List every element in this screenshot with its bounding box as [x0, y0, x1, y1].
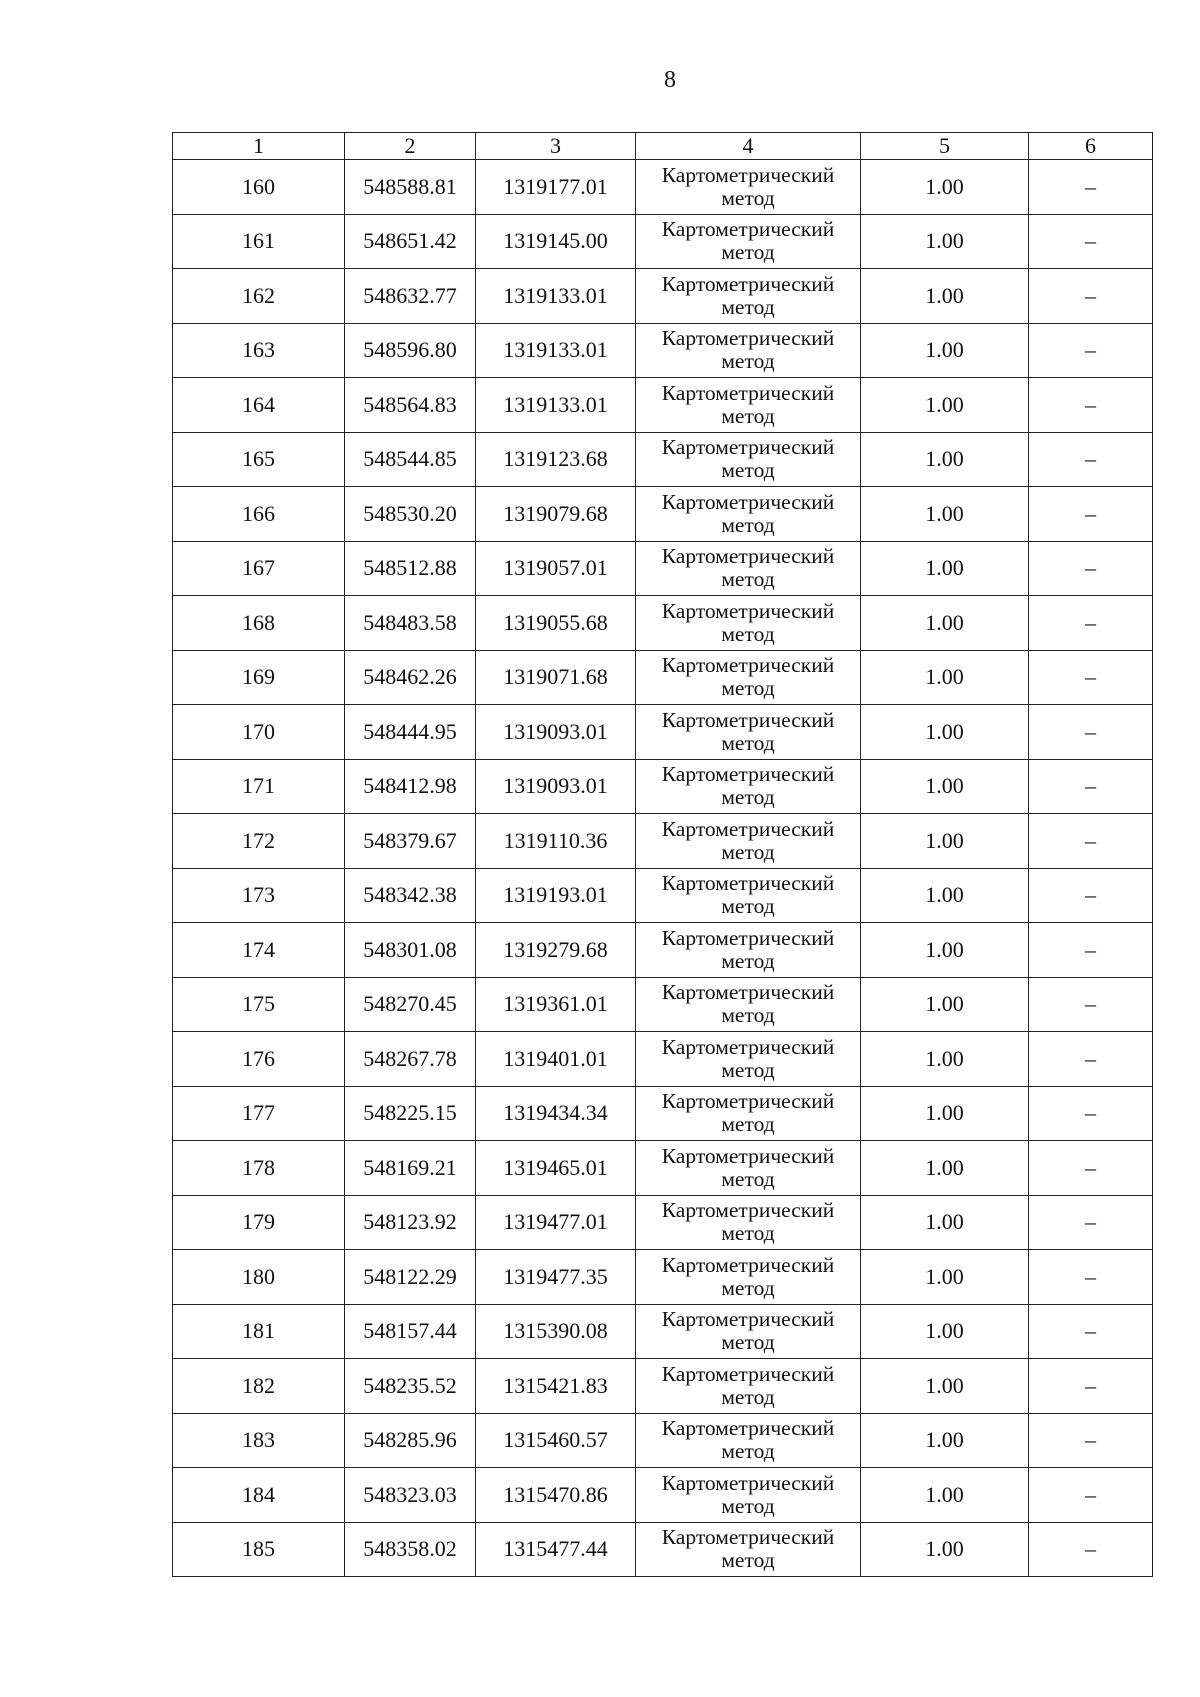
table-row: [173, 1086, 1153, 1141]
accuracy-cell: 1.00: [861, 1413, 1029, 1468]
method-line-1: Картометрический: [661, 489, 835, 514]
x-coordinate-cell: 548301.08: [345, 923, 476, 978]
method-line-1: Картометрический: [661, 544, 835, 569]
x-coordinate-cell: 548235.52: [345, 1359, 476, 1414]
y-coordinate-cell: 1319071.68: [476, 650, 636, 705]
method-cell: [636, 487, 861, 542]
method-cell: [636, 1086, 861, 1141]
x-coordinate-cell: 548544.85: [345, 432, 476, 487]
x-coordinate-cell: 548225.15: [345, 1086, 476, 1141]
point-number-cell: 178: [173, 1141, 345, 1196]
point-number-cell: 185: [173, 1522, 345, 1577]
method-line-1: Картометрический: [661, 653, 835, 678]
point-number-cell: 179: [173, 1195, 345, 1250]
method-line-2: метод: [721, 1384, 775, 1409]
y-coordinate-cell: 1319465.01: [476, 1141, 636, 1196]
method-cell: [636, 214, 861, 269]
method-line-2: метод: [721, 567, 775, 592]
note-cell: –: [1029, 323, 1153, 378]
point-number-cell: 174: [173, 923, 345, 978]
y-coordinate-cell: 1315470.86: [476, 1468, 636, 1523]
note-cell: –: [1029, 977, 1153, 1032]
method-cell: [636, 650, 861, 705]
table-row: [173, 650, 1153, 705]
y-coordinate-cell: 1319477.35: [476, 1250, 636, 1305]
y-coordinate-cell: 1319079.68: [476, 487, 636, 542]
method-cell: [636, 923, 861, 978]
x-coordinate-cell: 548596.80: [345, 323, 476, 378]
table-row: [173, 160, 1153, 215]
method-line-2: метод: [721, 1439, 775, 1464]
accuracy-cell: 1.00: [861, 1304, 1029, 1359]
y-coordinate-cell: 1315460.57: [476, 1413, 636, 1468]
method-cell: [636, 269, 861, 324]
x-coordinate-cell: 548267.78: [345, 1032, 476, 1087]
note-cell: –: [1029, 1304, 1153, 1359]
method-line-2: метод: [721, 403, 775, 428]
point-number-cell: 175: [173, 977, 345, 1032]
method-line-2: метод: [721, 458, 775, 483]
method-cell: [636, 1304, 861, 1359]
y-coordinate-cell: 1319177.01: [476, 160, 636, 215]
y-coordinate-cell: 1319193.01: [476, 868, 636, 923]
table-row: [173, 378, 1153, 433]
x-coordinate-cell: 548588.81: [345, 160, 476, 215]
method-cell: [636, 323, 861, 378]
y-coordinate-cell: 1319093.01: [476, 759, 636, 814]
method-line-2: метод: [721, 1112, 775, 1137]
accuracy-cell: 1.00: [861, 1032, 1029, 1087]
method-line-2: метод: [721, 185, 775, 210]
note-cell: –: [1029, 541, 1153, 596]
x-coordinate-cell: 548412.98: [345, 759, 476, 814]
column-header: 3: [476, 133, 636, 160]
method-line-2: метод: [721, 785, 775, 810]
note-cell: –: [1029, 650, 1153, 705]
y-coordinate-cell: 1319133.01: [476, 269, 636, 324]
method-line-1: Картометрический: [661, 380, 835, 405]
method-line-2: метод: [721, 1493, 775, 1518]
table-row: [173, 269, 1153, 324]
x-coordinate-cell: 548358.02: [345, 1522, 476, 1577]
column-header: 6: [1029, 133, 1153, 160]
table-row: [173, 923, 1153, 978]
method-cell: [636, 1250, 861, 1305]
method-line-2: метод: [721, 1057, 775, 1082]
table-row: [173, 1468, 1153, 1523]
method-line-1: Картометрический: [661, 1525, 835, 1550]
method-line-2: метод: [721, 1166, 775, 1191]
point-number-cell: 177: [173, 1086, 345, 1141]
point-number-cell: 171: [173, 759, 345, 814]
column-header: 2: [345, 133, 476, 160]
table-row: [173, 1250, 1153, 1305]
accuracy-cell: 1.00: [861, 868, 1029, 923]
method-cell: [636, 977, 861, 1032]
x-coordinate-cell: 548632.77: [345, 269, 476, 324]
x-coordinate-cell: 548512.88: [345, 541, 476, 596]
note-cell: –: [1029, 1141, 1153, 1196]
table-row: [173, 705, 1153, 760]
note-cell: –: [1029, 1250, 1153, 1305]
method-line-1: Картометрический: [661, 1470, 835, 1495]
x-coordinate-cell: 548444.95: [345, 705, 476, 760]
y-coordinate-cell: 1319057.01: [476, 541, 636, 596]
note-cell: –: [1029, 1413, 1153, 1468]
x-coordinate-cell: 548157.44: [345, 1304, 476, 1359]
x-coordinate-cell: 548122.29: [345, 1250, 476, 1305]
accuracy-cell: 1.00: [861, 1086, 1029, 1141]
method-cell: [636, 868, 861, 923]
accuracy-cell: 1.00: [861, 1195, 1029, 1250]
coordinates-table: [172, 132, 1153, 1577]
method-line-1: Картометрический: [661, 1198, 835, 1223]
method-line-1: Картометрический: [661, 1361, 835, 1386]
method-line-1: Картометрический: [661, 1307, 835, 1332]
accuracy-cell: 1.00: [861, 923, 1029, 978]
table-row: [173, 759, 1153, 814]
method-line-1: Картометрический: [661, 435, 835, 460]
y-coordinate-cell: 1319361.01: [476, 977, 636, 1032]
method-line-2: метод: [721, 621, 775, 646]
x-coordinate-cell: 548123.92: [345, 1195, 476, 1250]
accuracy-cell: 1.00: [861, 596, 1029, 651]
y-coordinate-cell: 1319055.68: [476, 596, 636, 651]
method-cell: [636, 541, 861, 596]
note-cell: –: [1029, 160, 1153, 215]
method-cell: [636, 759, 861, 814]
method-line-2: метод: [721, 730, 775, 755]
point-number-cell: 162: [173, 269, 345, 324]
y-coordinate-cell: 1319123.68: [476, 432, 636, 487]
method-line-1: Картометрический: [661, 271, 835, 296]
note-cell: –: [1029, 705, 1153, 760]
y-coordinate-cell: 1315421.83: [476, 1359, 636, 1414]
accuracy-cell: 1.00: [861, 977, 1029, 1032]
note-cell: –: [1029, 432, 1153, 487]
point-number-cell: 161: [173, 214, 345, 269]
accuracy-cell: 1.00: [861, 323, 1029, 378]
column-header: 5: [861, 133, 1029, 160]
method-line-1: Картометрический: [661, 707, 835, 732]
method-cell: [636, 1195, 861, 1250]
method-cell: [636, 1468, 861, 1523]
method-line-1: Картометрический: [661, 1089, 835, 1114]
point-number-cell: 180: [173, 1250, 345, 1305]
point-number-cell: 182: [173, 1359, 345, 1414]
point-number-cell: 167: [173, 541, 345, 596]
method-line-1: Картометрический: [661, 1143, 835, 1168]
accuracy-cell: 1.00: [861, 541, 1029, 596]
point-number-cell: 168: [173, 596, 345, 651]
table-row: [173, 214, 1153, 269]
table-row: [173, 1032, 1153, 1087]
note-cell: –: [1029, 596, 1153, 651]
x-coordinate-cell: 548270.45: [345, 977, 476, 1032]
accuracy-cell: 1.00: [861, 1522, 1029, 1577]
table-row: [173, 1359, 1153, 1414]
y-coordinate-cell: 1319133.01: [476, 378, 636, 433]
accuracy-cell: 1.00: [861, 759, 1029, 814]
x-coordinate-cell: 548483.58: [345, 596, 476, 651]
table-row: [173, 814, 1153, 869]
accuracy-cell: 1.00: [861, 650, 1029, 705]
x-coordinate-cell: 548530.20: [345, 487, 476, 542]
x-coordinate-cell: 548564.83: [345, 378, 476, 433]
table-row: [173, 432, 1153, 487]
y-coordinate-cell: 1319093.01: [476, 705, 636, 760]
table-row: [173, 1522, 1153, 1577]
method-line-1: Картометрический: [661, 162, 835, 187]
table-row: [173, 1304, 1153, 1359]
y-coordinate-cell: 1319477.01: [476, 1195, 636, 1250]
point-number-cell: 164: [173, 378, 345, 433]
accuracy-cell: 1.00: [861, 1250, 1029, 1305]
note-cell: –: [1029, 487, 1153, 542]
note-cell: –: [1029, 868, 1153, 923]
point-number-cell: 169: [173, 650, 345, 705]
table-row: [173, 1195, 1153, 1250]
y-coordinate-cell: 1319401.01: [476, 1032, 636, 1087]
point-number-cell: 163: [173, 323, 345, 378]
accuracy-cell: 1.00: [861, 705, 1029, 760]
method-cell: [636, 160, 861, 215]
point-number-cell: 165: [173, 432, 345, 487]
x-coordinate-cell: 548285.96: [345, 1413, 476, 1468]
method-cell: [636, 705, 861, 760]
x-coordinate-cell: 548323.03: [345, 1468, 476, 1523]
accuracy-cell: 1.00: [861, 814, 1029, 869]
method-line-1: Картометрический: [661, 816, 835, 841]
method-line-2: метод: [721, 1275, 775, 1300]
note-cell: –: [1029, 378, 1153, 433]
note-cell: –: [1029, 923, 1153, 978]
table-row: [173, 868, 1153, 923]
note-cell: –: [1029, 1522, 1153, 1577]
table-body: [173, 160, 1153, 1577]
accuracy-cell: 1.00: [861, 432, 1029, 487]
y-coordinate-cell: 1319145.00: [476, 214, 636, 269]
point-number-cell: 172: [173, 814, 345, 869]
note-cell: –: [1029, 759, 1153, 814]
method-line-2: метод: [721, 349, 775, 374]
accuracy-cell: 1.00: [861, 487, 1029, 542]
method-line-1: Картометрический: [661, 598, 835, 623]
method-line-2: метод: [721, 676, 775, 701]
y-coordinate-cell: 1319110.36: [476, 814, 636, 869]
x-coordinate-cell: 548169.21: [345, 1141, 476, 1196]
note-cell: –: [1029, 1359, 1153, 1414]
column-header: 1: [173, 133, 345, 160]
accuracy-cell: 1.00: [861, 160, 1029, 215]
table-header-row: [173, 133, 1153, 160]
note-cell: –: [1029, 1195, 1153, 1250]
point-number-cell: 176: [173, 1032, 345, 1087]
method-cell: [636, 1413, 861, 1468]
method-cell: [636, 1522, 861, 1577]
point-number-cell: 166: [173, 487, 345, 542]
accuracy-cell: 1.00: [861, 1359, 1029, 1414]
column-header: 4: [636, 133, 861, 160]
point-number-cell: 184: [173, 1468, 345, 1523]
accuracy-cell: 1.00: [861, 378, 1029, 433]
note-cell: –: [1029, 214, 1153, 269]
method-line-2: метод: [721, 839, 775, 864]
point-number-cell: 181: [173, 1304, 345, 1359]
accuracy-cell: 1.00: [861, 269, 1029, 324]
method-cell: [636, 814, 861, 869]
note-cell: –: [1029, 1086, 1153, 1141]
note-cell: –: [1029, 1032, 1153, 1087]
table-row: [173, 596, 1153, 651]
point-number-cell: 183: [173, 1413, 345, 1468]
method-line-2: метод: [721, 1003, 775, 1028]
table-row: [173, 1413, 1153, 1468]
y-coordinate-cell: 1319133.01: [476, 323, 636, 378]
method-line-1: Картометрический: [661, 925, 835, 950]
accuracy-cell: 1.00: [861, 214, 1029, 269]
method-line-2: метод: [721, 1548, 775, 1573]
page-number: 8: [664, 67, 676, 93]
y-coordinate-cell: 1319279.68: [476, 923, 636, 978]
method-line-2: метод: [721, 948, 775, 973]
point-number-cell: 173: [173, 868, 345, 923]
table-row: [173, 487, 1153, 542]
note-cell: –: [1029, 814, 1153, 869]
table-row: [173, 977, 1153, 1032]
x-coordinate-cell: 548342.38: [345, 868, 476, 923]
method-line-1: Картометрический: [661, 1252, 835, 1277]
point-number-cell: 170: [173, 705, 345, 760]
method-line-1: Картометрический: [661, 1416, 835, 1441]
method-line-2: метод: [721, 1221, 775, 1246]
method-cell: [636, 378, 861, 433]
method-line-1: Картометрический: [661, 980, 835, 1005]
x-coordinate-cell: 548379.67: [345, 814, 476, 869]
table-row: [173, 1141, 1153, 1196]
method-line-1: Картометрический: [661, 871, 835, 896]
method-line-1: Картометрический: [661, 217, 835, 242]
y-coordinate-cell: 1319434.34: [476, 1086, 636, 1141]
x-coordinate-cell: 548651.42: [345, 214, 476, 269]
method-line-1: Картометрический: [661, 762, 835, 787]
method-cell: [636, 1032, 861, 1087]
accuracy-cell: 1.00: [861, 1468, 1029, 1523]
y-coordinate-cell: 1315477.44: [476, 1522, 636, 1577]
accuracy-cell: 1.00: [861, 1141, 1029, 1196]
point-number-cell: 160: [173, 160, 345, 215]
y-coordinate-cell: 1315390.08: [476, 1304, 636, 1359]
x-coordinate-cell: 548462.26: [345, 650, 476, 705]
method-line-2: метод: [721, 512, 775, 537]
note-cell: –: [1029, 269, 1153, 324]
method-cell: [636, 1359, 861, 1414]
method-line-2: метод: [721, 1330, 775, 1355]
method-cell: [636, 432, 861, 487]
method-line-1: Картометрический: [661, 1034, 835, 1059]
note-cell: –: [1029, 1468, 1153, 1523]
method-line-1: Картометрический: [661, 326, 835, 351]
method-line-2: метод: [721, 240, 775, 265]
method-line-2: метод: [721, 894, 775, 919]
table-row: [173, 323, 1153, 378]
method-line-2: метод: [721, 294, 775, 319]
table-row: [173, 541, 1153, 596]
method-cell: [636, 1141, 861, 1196]
method-cell: [636, 596, 861, 651]
